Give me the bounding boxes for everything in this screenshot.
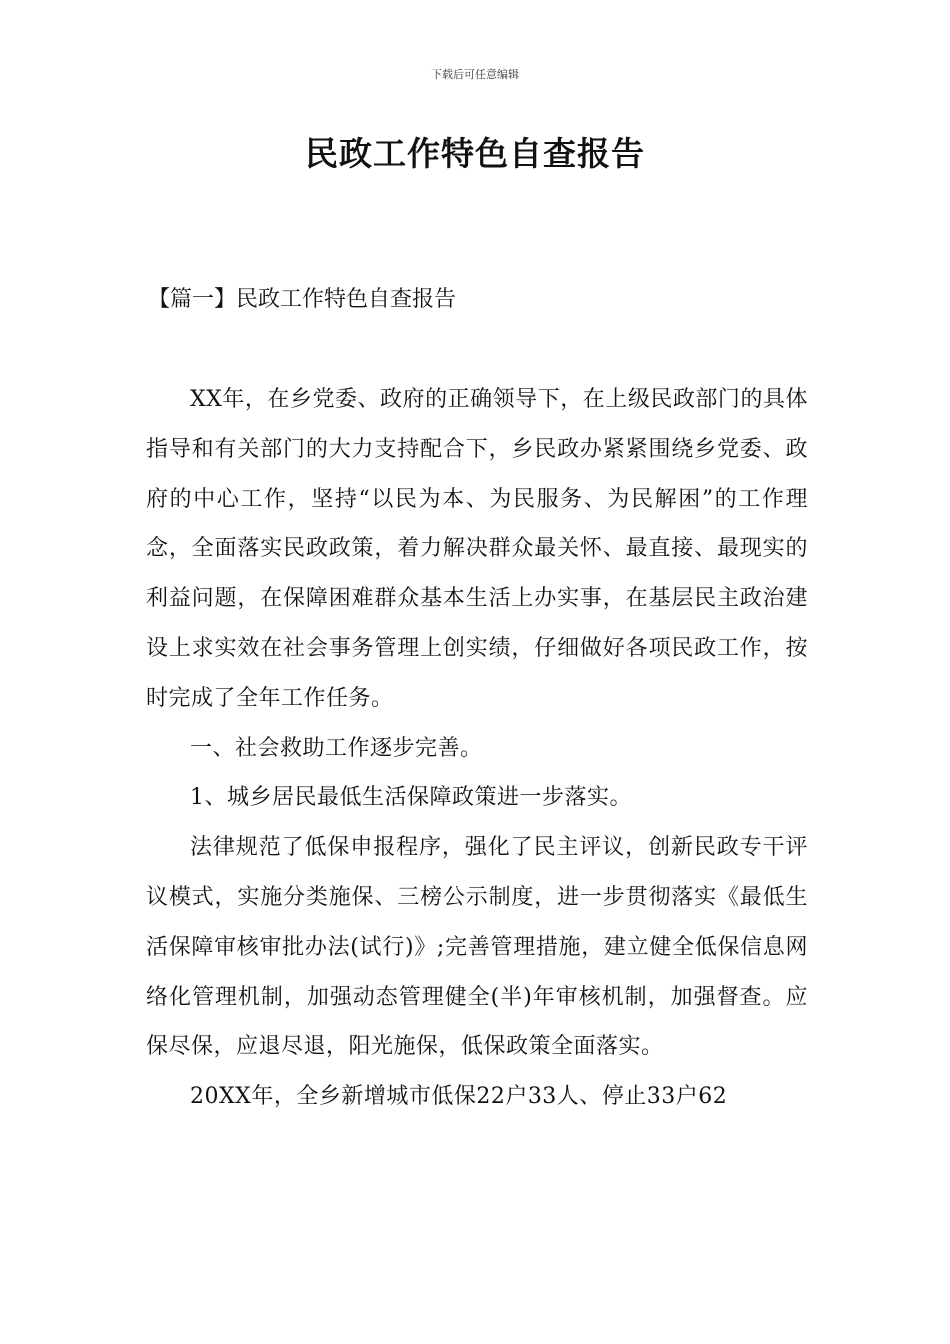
header-note: 下载后可任意编辑 bbox=[431, 68, 519, 81]
paragraph-heading-social-aid: 一、社会救助工作逐步完善。 bbox=[190, 735, 483, 761]
paragraph-min-living-details: 法律规范了低保申报程序，强化了民主评议，创新民政专干评议模式，实施分类施保、三榜公示制度，进一步贯彻落实《最低生活保障审核审批办法(试行)》;完善管理措施，建立健全低保信息网络化管理机制，加强动态管理健全(半)年审核机制，加强督查。应保尽保，应退尽退，阳光施保，低保政策全面落实。 bbox=[146, 835, 808, 1060]
section-heading: 【篇一】民政工作特色自查报告 bbox=[148, 287, 457, 312]
paragraph-subheading-min-living: 1、城乡居民最低生活保障政策进一步落实。 bbox=[190, 785, 632, 811]
body-text bbox=[146, 375, 808, 1122]
paragraph-statistics: 20XX年，全乡新增城市低保22户33人、停止33户62 bbox=[190, 1084, 728, 1110]
document-title: 民政工作特色自查报告 bbox=[305, 134, 645, 173]
paragraph-intro: XX年，在乡党委、政府的正确领导下，在上级民政部门的具体指导和有关部门的大力支持配合下，乡民政办紧紧围绕乡党委、政府的中心工作，坚持“以民为本、为民服务、为民解困”的工作理念，全面落实民政政策，着力解决群众最关怀、最直接、最现实的利益问题，在保障困难群众基本生活上办实事，在基层民主政治建设上求实效在社会事务管理上创实绩，仔细做好各项民政工作，按时完成了全年工作任务。 bbox=[146, 387, 808, 711]
